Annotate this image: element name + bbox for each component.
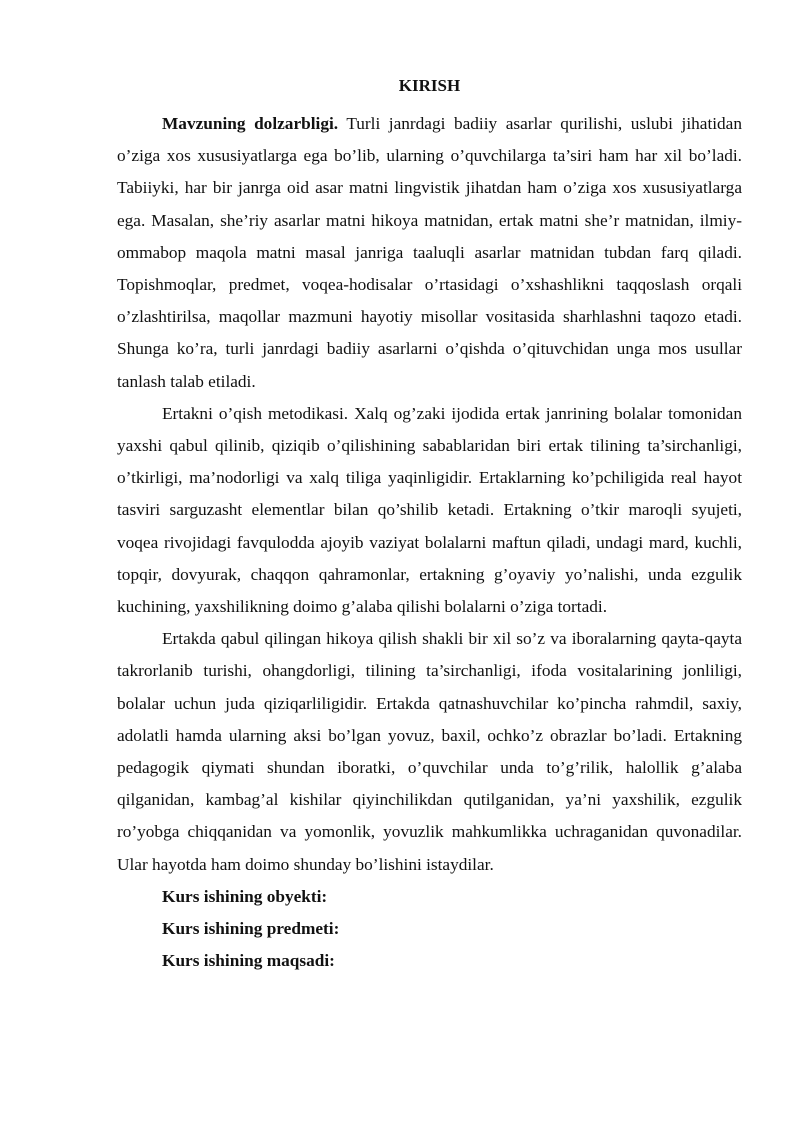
item-subject: Kurs ishining predmeti:: [162, 919, 340, 939]
item-goal: Kurs ishining maqsadi:: [162, 951, 335, 971]
paragraph-fairy-tale-method: [117, 398, 742, 623]
document-page: [117, 74, 742, 977]
paragraph-fairy-tale-form: [117, 623, 742, 881]
page-title: KIRISH: [398, 76, 461, 95]
paragraph-relevance: [117, 108, 742, 398]
paragraph-text: Ertakda qabul qilingan hikoya qilish shakli bir xil so’z va iboralarning qayta-qayta takrorlanib turishi, ohangdorligi, tilining ta’sirchanligi, ifoda vositalarining jonliligi, bolalar uchun juda qiziqarliligidir. Ertakda qatnashuvchilar ko’pincha rahmdil, saxiy, adolatli hamda ularning aksi bo’lgan yovuz, baxil, ochko’z obrazlar bo’ladi. Ertakning pedagogik qiymati shundan iboratki, o’quvchilar unda to’g’rilik, halollik g’alaba qilganidan, kambag’al kishilar qiyinchilikdan qutilganidan, ya’ni yaxshilik, ezgulik ro’yobga chiqqanidan va yomonlik, yovuzlik mahkumlikka uchraganidan quvonadilar. Ular hayotda ham doimo shunday bo’lishini istaydilar.: [117, 629, 742, 874]
paragraph-lead: Mavzuning dolzarbligi.: [162, 114, 339, 133]
item-object: Kurs ishining obyekti:: [162, 886, 328, 906]
paragraph-text: Turli janrdagi badiiy asarlar qurilishi, uslubi jihatidan o’ziga xos xususiyatlarga ega bo’lib, ularning o’quvchilarga ta’siri ham har xil bo’ladi. Tabiiyki, har bir janrga oid asar matni lingvistik jihatdan ham o’ziga xos xususiyatlarga ega. Masalan, she’riy asarlar matni hikoya matnidan, ertak matni she’r matnidan, ilmiy-ommabop maqola matni masal janriga taaluqli asarlar matnidan tubdan farq qiladi. Topishmoqlar, predmet, voqea-hodisalar o’rtasidagi o’xshashlikni taqqoslash orqali o’zlashtirilsa, maqollar mazmuni hayotiy misollar vositasida sharhlashni taqozo etadi. Shunga ko’ra, turli janrdagi badiiy asarlarni o’qishda o’qituvchidan unga mos usullar tanlash talab etiladi.: [117, 114, 742, 391]
paragraph-text: Ertakni o’qish metodikasi. Xalq og’zaki ijodida ertak janrining bolalar tomonidan yaxshi qabul qilinib, qiziqib o’qilishining sabablaridan biri ertak tilining ta’sirchanligi, o’tkirligi, ma’nodorligi va xalq tiliga yaqinligidir. Ertaklarning ko’pchiligida real hayot tasviri sarguzasht elementlar bilan qo’shilib ketadi. Ertakning o’tkir maroqli syujeti, voqea rivojidagi favqulodda ajoyib vaziyat bolalarni maftun qiladi, undagi mard, kuchli, topqir, dovyurak, chaqqon qahramonlar, ertakning g’oyaviy yo’nalishi, unda ezgulik kuchining, yaxshilikning doimo g’alaba qilishi bolalarni o’ziga tortadi.: [117, 403, 742, 617]
